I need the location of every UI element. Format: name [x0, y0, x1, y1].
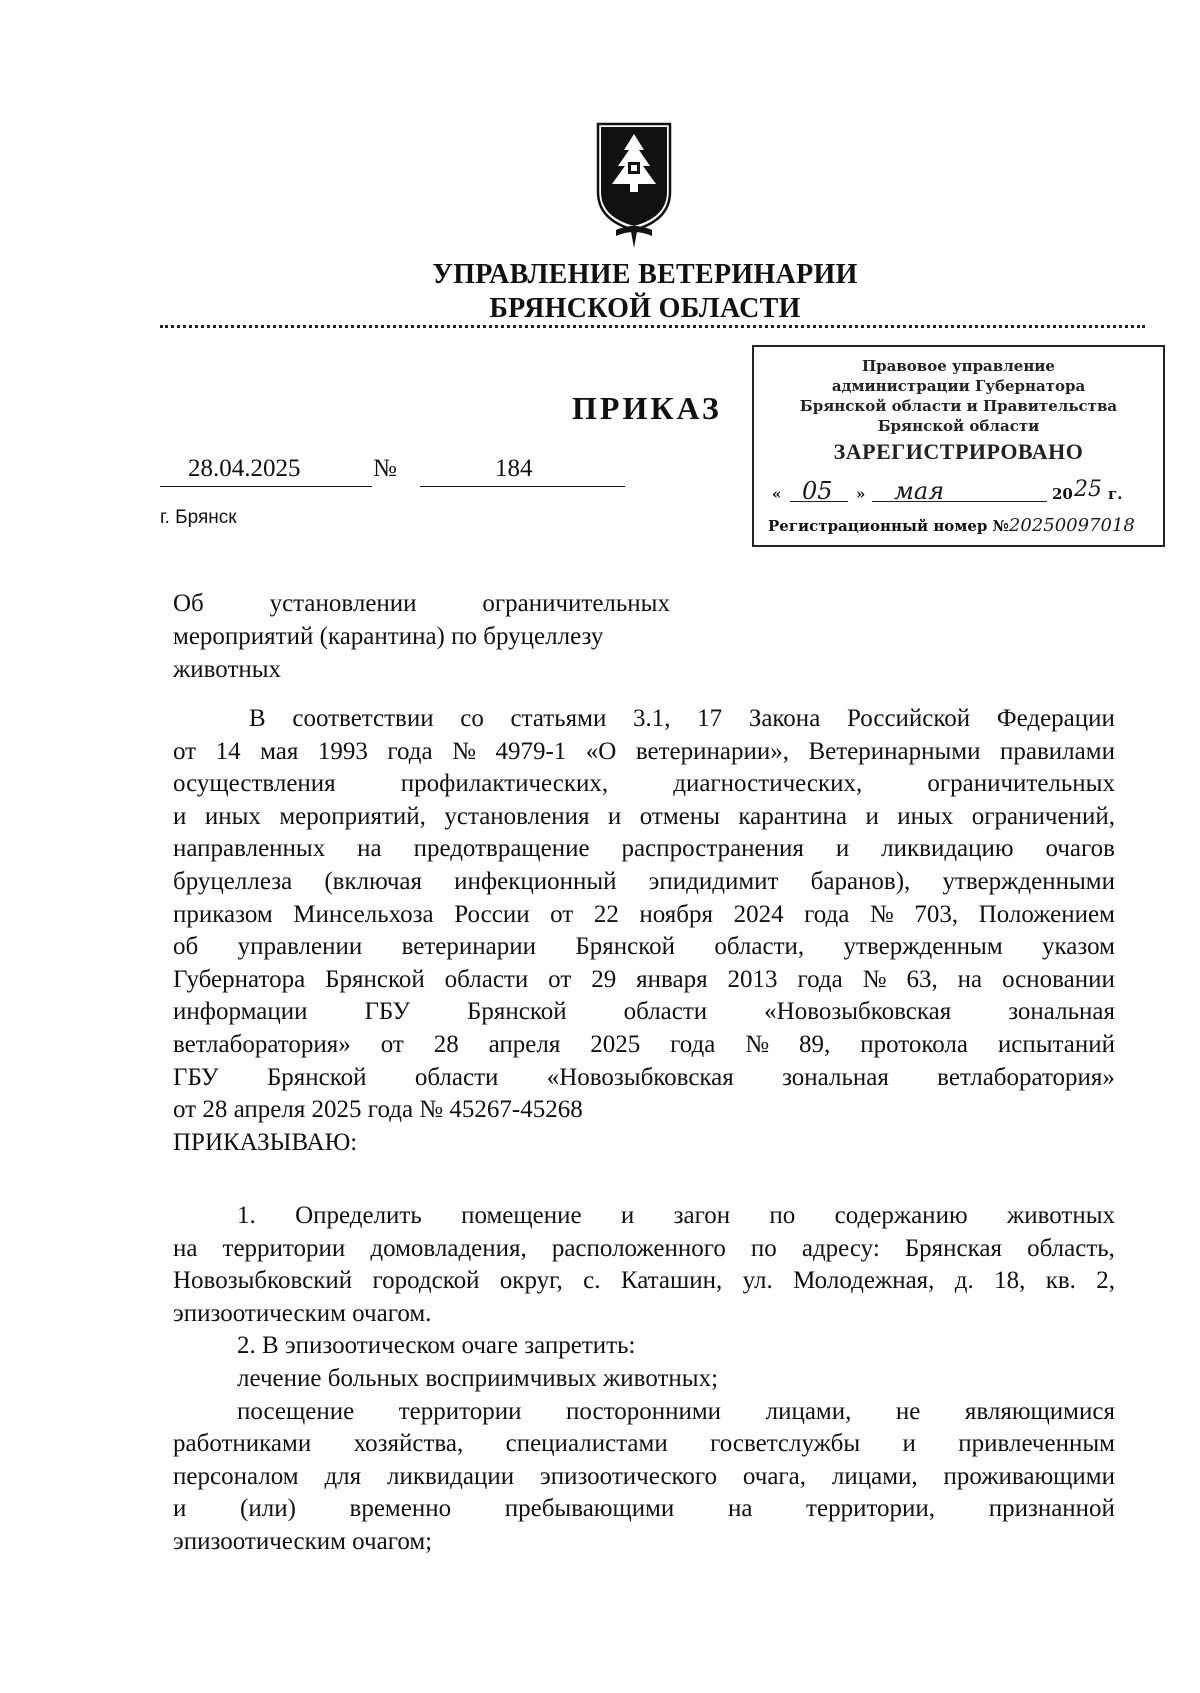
item1-line: Новозыбковский городской округ, с. Каташин, ул. Молодежная, д. 18, кв. 2,: [173, 1267, 1115, 1295]
subject-line: животных: [173, 656, 282, 683]
item2-sub2-line: посещение территории посторонними лицами, не являющимися: [237, 1397, 1115, 1425]
preamble: [173, 703, 1115, 1159]
subject-line: мероприятий (карантина) по бруцеллезу: [173, 623, 604, 650]
text-line: приказом Минсельхоза России от 22 ноября 2024 года № 703, Положением: [173, 900, 1115, 928]
stamp-day: 05: [802, 477, 833, 505]
stamp-year-unit: г.: [1108, 485, 1123, 503]
stamp-line: Брянской области: [877, 417, 1040, 435]
item2-sub2-line: работниками хозяйства, специалистами госветслужбы и привлеченным: [173, 1430, 1115, 1458]
document-title: ПРИКАЗ: [572, 390, 722, 426]
stamp-month: мая: [894, 477, 945, 505]
stamp-year-suffix: 25: [1074, 477, 1102, 502]
item2-sub2-line: эпизоотическим очагом;: [173, 1527, 433, 1555]
document-date: 28.04.2025: [188, 455, 301, 482]
stamp-year-prefix: 20: [1052, 485, 1073, 503]
organization-name-line1: УПРАВЛЕНИЕ ВЕТЕРИНАРИИ: [432, 259, 858, 290]
coat-of-arms-icon: [594, 122, 674, 250]
text-line: ветлаборатория» от 28 апреля 2025 года № 89, протокола испытаний: [173, 1030, 1115, 1058]
text-line: от 28 апреля 2025 года № 45267-45268: [173, 1096, 583, 1124]
stamp-line: Правовое управление: [862, 357, 1055, 375]
text-line: Губернатора Брянской области от 29 января 2013 года № 63, на основании: [173, 965, 1115, 993]
text-line: от 14 мая 1993 года № 4979-1 «О ветеринарии», Ветеринарными правилами: [173, 737, 1115, 765]
item2-title: 2. В эпизоотическом очаге запретить:: [237, 1332, 636, 1360]
registration-stamp: [752, 345, 1165, 547]
header-divider: [160, 325, 1145, 328]
item1-line: на территории домовладения, расположенного по адресу: Брянская область,: [173, 1234, 1115, 1262]
stamp-date-line: « 05 » мая 20 25 г.: [772, 477, 1123, 505]
stamp-line: Брянской области и Правительства: [799, 397, 1118, 415]
stamp-registered-label: ЗАРЕГИСТРИРОВАНО: [833, 439, 1084, 464]
order-word: ПРИКАЗЫВАЮ:: [173, 1128, 358, 1156]
subject-line: Об установлении ограничительных: [173, 590, 670, 617]
item2-sub2-line: персоналом для ликвидации эпизоотического очага, лицами, проживающими: [173, 1462, 1115, 1490]
document-subject: [173, 587, 670, 686]
text-line: информации ГБУ Брянской области «Новозыбковская зональная: [173, 998, 1115, 1026]
document-city: г. Брянск: [160, 507, 237, 528]
number-label: №: [373, 455, 397, 482]
order-items: [173, 1200, 1115, 1559]
text-line: осуществления профилактических, диагностических, ограничительных: [173, 770, 1115, 798]
stamp-line: администрации Губернатора: [831, 377, 1086, 395]
text-line: бруцеллеза (включая инфекционный эпидидимит баранов), утвержденными: [173, 867, 1115, 895]
text-line: В соответствии со статьями 3.1, 17 Закона Российской Федерации: [249, 705, 1115, 732]
item2-sub1: лечение больных восприимчивых животных;: [237, 1364, 719, 1392]
organization-name-line2: БРЯНСКОЙ ОБЛАСТИ: [489, 293, 801, 324]
document-number: 184: [495, 455, 533, 482]
stamp-reg-number-line: [768, 515, 1135, 536]
item2-sub2-line: и (или) временно пребывающими на территории, признанной: [173, 1495, 1115, 1523]
stamp-reg-number: 20250097018: [1008, 515, 1135, 536]
text-line: и иных мероприятий, установления и отмены карантина и иных ограничений,: [173, 802, 1115, 830]
text-line: ГБУ Брянской области «Новозыбковская зональная ветлаборатория»: [173, 1063, 1115, 1091]
text-line: об управлении ветеринарии Брянской области, утвержденным указом: [173, 933, 1115, 961]
text-line: направленных на предотвращение распространения и ликвидацию очагов: [173, 835, 1115, 863]
stamp-reg-label: Регистрационный номер №: [768, 517, 1009, 535]
date-number-row: [160, 455, 625, 489]
item1-line: эпизоотическим очагом.: [173, 1299, 432, 1327]
item1-line: 1. Определить помещение и загон по содержанию животных: [237, 1202, 1115, 1229]
